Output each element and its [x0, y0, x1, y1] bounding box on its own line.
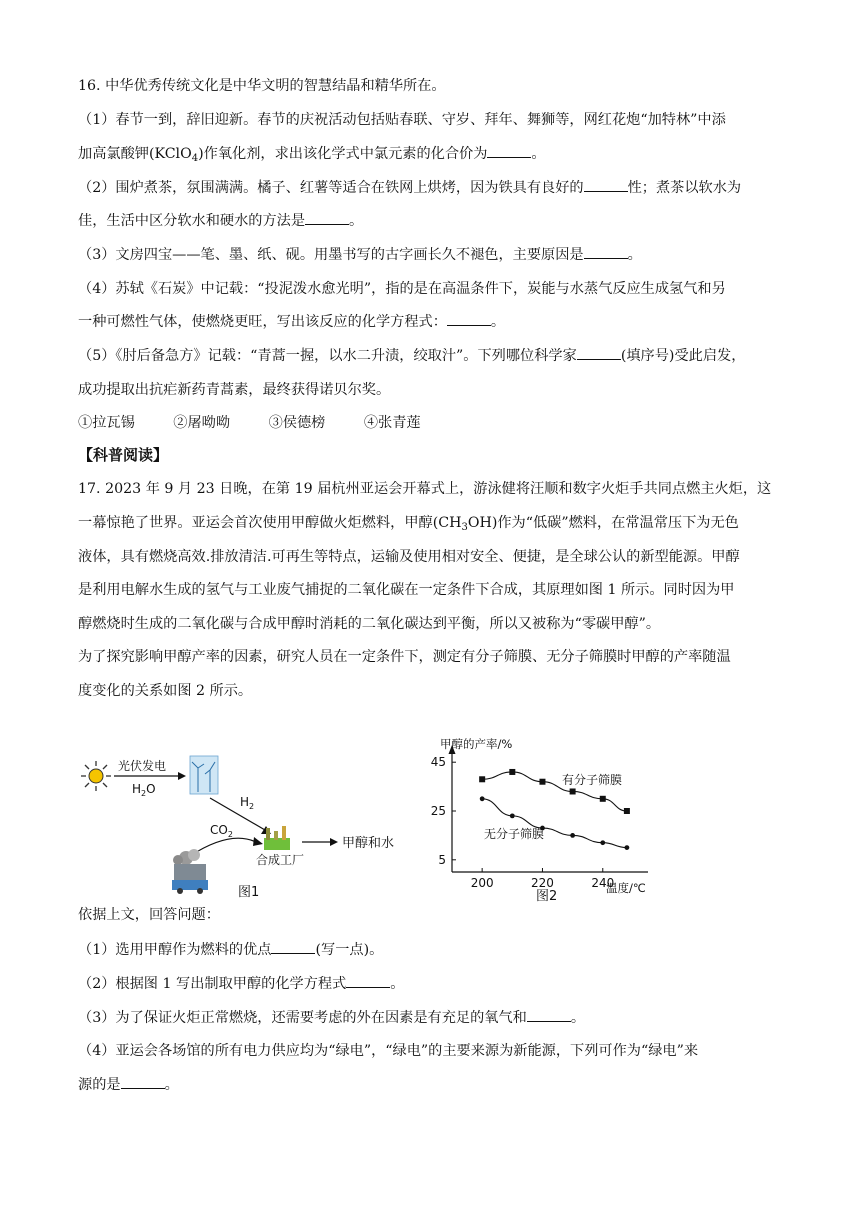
q16-p4-line2 [78, 312, 505, 332]
q16-p1b-pre: 加高氯酸钾(KClO [78, 146, 192, 162]
q17-l3: 液体，具有燃烧高效.排放清洁.可再生等特点，运输及使用相对安全、便捷，是全球公认的新型能源。甲醇 [78, 549, 740, 565]
q17-a1 [78, 940, 383, 960]
x-tick-label: 200 [470, 876, 494, 890]
y-tick-label: 25 [430, 804, 446, 818]
synthesis-factory-icon [264, 826, 290, 850]
q17-line5 [78, 614, 660, 634]
q16-options [78, 413, 455, 433]
q17-a1-pre: （1）选用甲醇作为燃料的优点 [78, 942, 272, 958]
data-point-circle [480, 796, 485, 801]
q17-line1 [78, 479, 771, 499]
section-heading [78, 445, 168, 465]
figure-1-caption: 图1 [238, 885, 260, 900]
answer-blank[interactable] [527, 1009, 571, 1022]
q17-a2-end: 。 [390, 976, 405, 992]
series-label-with-membrane: 有分子筛膜 [562, 773, 623, 787]
answer-blank[interactable] [346, 975, 390, 988]
y-tick-label: 45 [430, 755, 446, 770]
wind-turbine-icon [190, 756, 218, 794]
q17-a3-pre: （3）为了保证火炬正常燃烧，还需要考虑的外在因素是有充足的氧气和 [78, 1010, 527, 1026]
chart-plot [431, 745, 648, 890]
q17-prompt [78, 905, 220, 925]
q16-p5-line1 [78, 346, 745, 366]
sun-icon [81, 761, 111, 791]
h2o-sub: 2 [141, 789, 147, 798]
q16-p1b-post: )作氧化剂，求出该化学式中氯元素的化合价为 [198, 146, 488, 162]
data-point-circle [570, 833, 575, 838]
q16-p2b-end: 。 [349, 213, 364, 229]
q16-title [78, 76, 446, 96]
co2-sub: 2 [227, 830, 233, 839]
data-point-square [509, 769, 515, 775]
data-point-circle [600, 840, 605, 845]
co2-c: CO [210, 823, 228, 837]
data-point-square [600, 796, 606, 802]
q16-p2a-post: 性；煮茶以软水为 [627, 180, 742, 196]
q17-a3 [78, 1008, 585, 1028]
figure-2-chart [420, 732, 680, 904]
series-label-without-membrane: 无分子筛膜 [484, 827, 545, 841]
q17-a2-pre: （2）根据图 1 写出制取甲醇的化学方程式 [78, 976, 347, 992]
data-point-circle [624, 845, 629, 850]
h2o-o: O [146, 782, 156, 796]
figure-2-caption: 图2 [536, 889, 558, 904]
q16-p4b-end: 。 [490, 314, 506, 330]
product-label: 甲醇和水 [342, 836, 395, 851]
h2-h: H [240, 795, 250, 809]
q16-title-text: 16. 中华优秀传统文化是中华文明的智慧结晶和精华所在。 [78, 78, 446, 94]
q17-line6 [78, 647, 731, 667]
q16-p4b-pre: 一种可燃性气体，使燃烧更旺，写出该反应的化学方程式： [78, 314, 447, 330]
q17-after: 依据上文，回答问题： [78, 907, 220, 923]
co2-label [210, 823, 233, 839]
q17-a3-end: 。 [570, 1010, 586, 1026]
q17-l2-sub: 3 [461, 522, 468, 533]
answer-blank[interactable] [305, 212, 349, 225]
q16-p1a: （1）春节一到，辞旧迎新。春节的庆祝活动包括贴春联、守岁、拜年、舞狮等，网红花炮“加特林”中添 [78, 112, 726, 128]
q17-a4b-pre: 源的是 [78, 1077, 121, 1093]
answer-blank[interactable] [584, 246, 628, 259]
data-point-circle [510, 813, 515, 818]
q16-p5-line2 [78, 380, 390, 400]
figure-1-diagram [70, 738, 410, 908]
answer-blank[interactable] [584, 179, 628, 192]
arrow-co2-to-factory [190, 837, 263, 856]
option-4[interactable]: ④张青莲 [363, 415, 421, 431]
q16-p5b: 成功提取出抗疟新药青蒿素，最终获得诺贝尔奖。 [78, 382, 391, 398]
answer-blank[interactable] [271, 941, 315, 954]
q16-p3 [78, 245, 642, 265]
x-tick-label: 240 [591, 876, 615, 890]
arrow-to-product [302, 838, 338, 846]
q17-l6: 为了探究影响甲醇产率的因素，研究人员在一定条件下，测定有分子筛膜、无分子筛膜时甲醇的产率随温 [78, 649, 731, 665]
q16-p3-pre: （3）文房四宝——笔、墨、纸、砚。用墨书写的古字画长久不褪色，主要原因是 [78, 247, 584, 263]
q16-p1b-end: 。 [531, 146, 546, 162]
q17-l2-pre: 一幕惊艳了世界。亚运会首次使用甲醇做火炬燃料，甲醇(CH [78, 515, 462, 531]
section-heading-text: 【科普阅读】 [78, 446, 169, 464]
answer-blank[interactable] [447, 313, 491, 326]
q17-l2-post: OH)作为“低碳”燃料，在常温常压下为无色 [467, 515, 739, 531]
q16-p2-line2 [78, 211, 363, 231]
q17-line3 [78, 547, 740, 567]
q16-p5a-pre: （5）《肘后备急方》记载：“青蒿一握，以水二升渍，绞取汁”。下列哪位科学家 [78, 348, 577, 364]
option-2[interactable]: ②屠呦呦 [173, 415, 231, 431]
x-axis-label: 温度/℃ [606, 881, 646, 895]
q17-a4-line1 [78, 1041, 698, 1061]
q17-line2 [78, 513, 739, 533]
answer-blank[interactable] [577, 347, 621, 360]
x-tick-label: 220 [531, 876, 554, 890]
q16-p1-line2 [78, 144, 546, 164]
q17-a4a: （4）亚运会各场馆的所有电力供应均为“绿电”，“绿电”的主要来源为新能源，下列可作为“绿电”来 [78, 1043, 699, 1059]
h2o-h: H [132, 782, 142, 796]
q16-p2-line1 [78, 178, 741, 198]
q16-p1-line1 [78, 110, 726, 130]
q17-a4-line2 [78, 1075, 179, 1095]
data-point-square [479, 776, 485, 782]
option-3[interactable]: ③侯德榜 [268, 415, 326, 431]
h2-sub: 2 [249, 802, 255, 811]
q17-line4 [78, 580, 735, 600]
q17-l5: 醇燃烧时生成的二氧化碳与合成甲醇时消耗的二氧化碳达到平衡，所以又被称为“零碳甲醇”。 [78, 616, 661, 632]
q17-a2 [78, 974, 404, 994]
q16-p4-line1 [78, 279, 726, 299]
q16-p1b-sub: 4 [191, 153, 199, 164]
q17-a4b-end: 。 [164, 1077, 179, 1093]
q16-p3-end: 。 [627, 247, 642, 263]
q17-l4: 是利用电解水生成的氢气与工业废气捕捉的二氧化碳在一定条件下合成，其原理如图 1 所示。同时因为甲 [78, 582, 735, 598]
q16-p5a-post: (填序号)受此启发， [620, 348, 746, 364]
y-axis-label: 甲醇的产率/% [440, 737, 513, 751]
y-tick-label: 5 [438, 852, 446, 867]
arrow-label-top: 光伏发电 [118, 759, 167, 773]
x-ticks [471, 868, 615, 890]
q16-p4a: （4）苏轼《石炭》中记载：“投泥泼水愈光明”，指的是在高温条件下，炭能与水蒸气反应生成氢气和另 [78, 281, 726, 297]
data-point-square [539, 779, 545, 785]
h2-label [240, 795, 254, 811]
q17-l1: 17. 2023 年 9 月 23 日晚，在第 19 届杭州亚运会开幕式上，游泳健将汪顺和数字火炬手共同点燃主火炬，这 [78, 481, 772, 497]
q17-line7 [78, 681, 252, 701]
arrow-to-hydrogen [114, 772, 186, 780]
q17-l7: 度变化的关系如图 2 所示。 [78, 683, 253, 699]
answer-blank[interactable] [121, 1076, 165, 1089]
arrow-label-bottom [132, 782, 156, 798]
factory-smoke-icon [172, 849, 208, 894]
option-1[interactable]: ①拉瓦锡 [78, 415, 135, 431]
factory-label: 合成工厂 [256, 853, 305, 867]
q17-a1-post: (写一点)。 [315, 942, 384, 958]
q16-p2b-pre: 佳，生活中区分软水和硬水的方法是 [78, 213, 306, 229]
q16-p2a-pre: （2）围炉煮茶，氛围满满。橘子、红薯等适合在铁网上烘烤，因为铁具有良好的 [78, 180, 584, 196]
data-point-square [624, 808, 630, 814]
answer-blank[interactable] [487, 145, 531, 158]
data-point-square [570, 788, 576, 794]
